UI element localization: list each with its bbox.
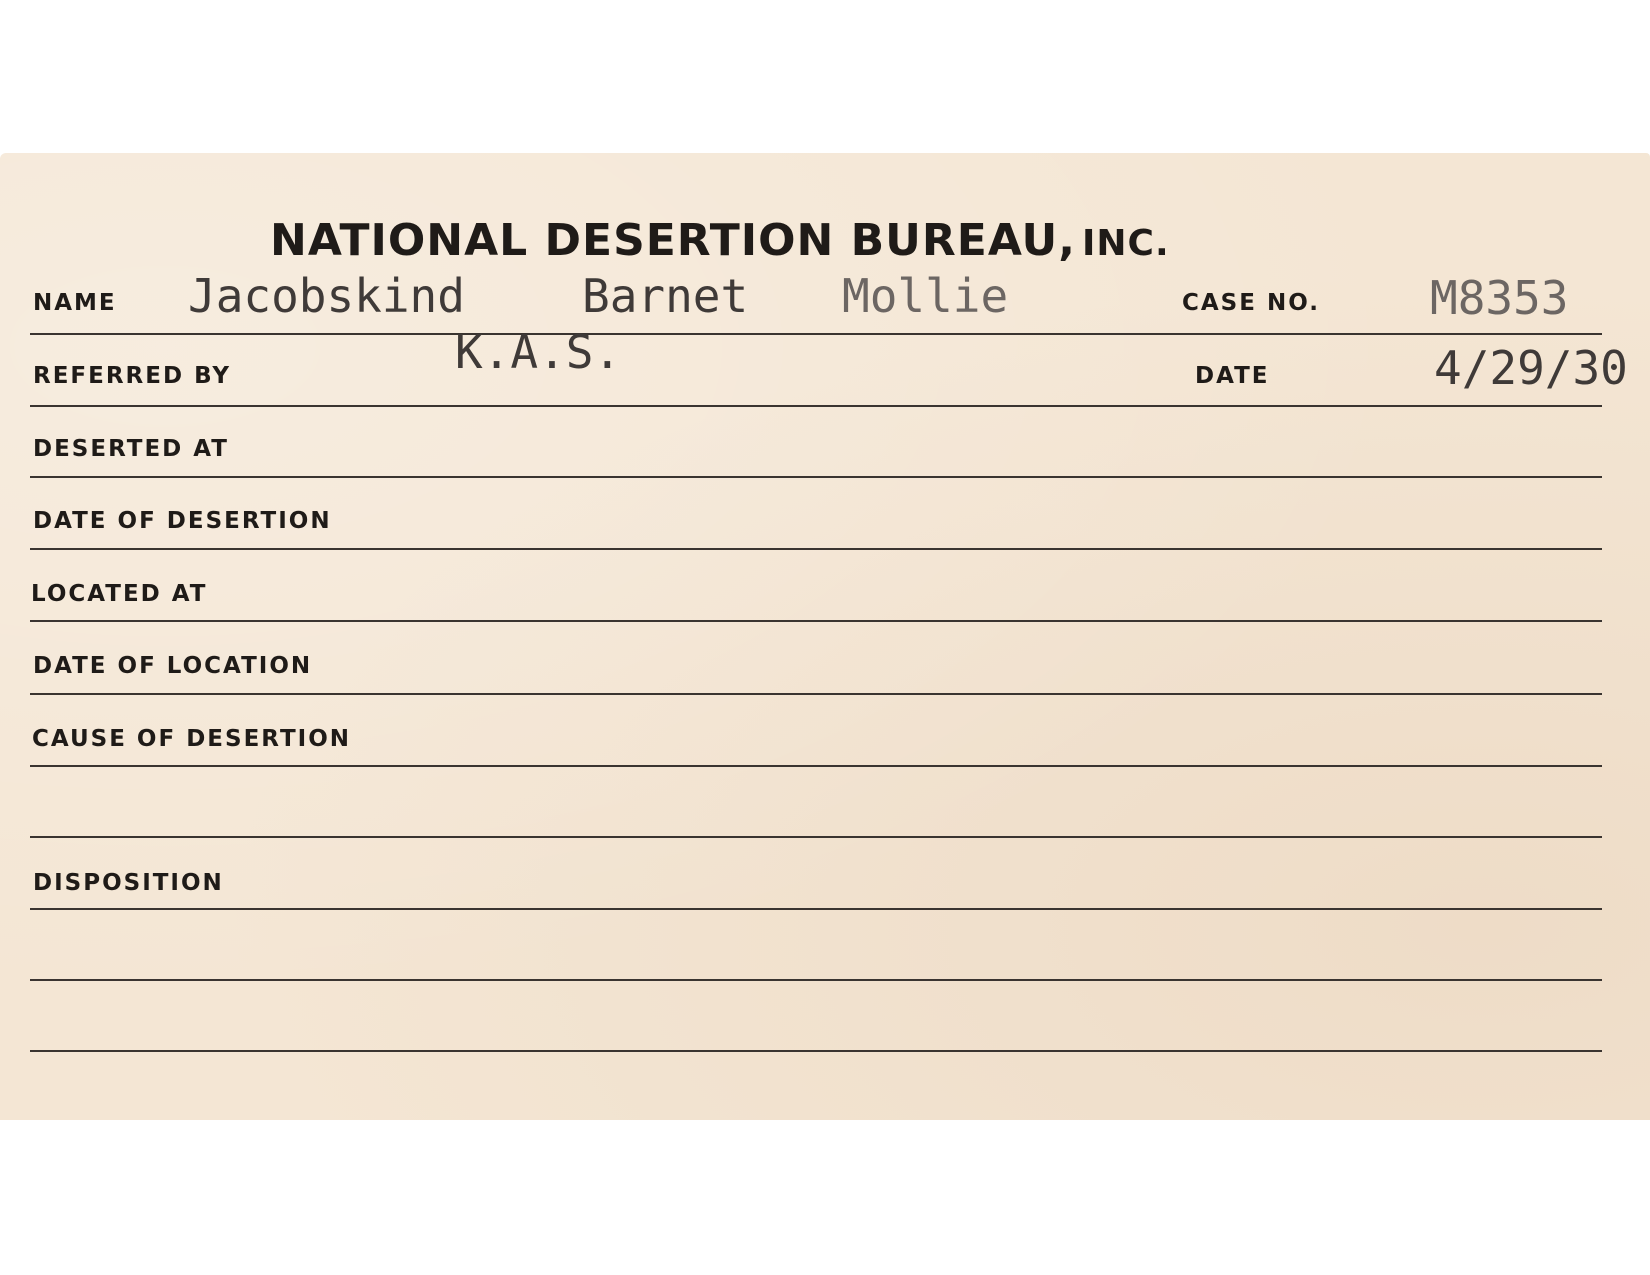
name-first-value: Barnet [582,269,749,323]
cause-of-desertion-line [30,765,1602,767]
referred-by-label: REFERRED BY [33,363,232,389]
bureau-suffix: INC. [1082,223,1170,264]
name-last-value: Jacobskind [188,269,465,323]
date-value: 4/29/30 [1434,341,1628,395]
index-card [0,153,1650,1120]
disposition-line [30,908,1602,910]
disposition-label: DISPOSITION [33,870,224,896]
cause-of-desertion-line-2 [30,836,1602,838]
cause-of-desertion-label: CAUSE OF DESERTION [32,726,352,752]
disposition-line-2 [30,979,1602,981]
referred-by-value: K.A.S. [455,325,622,379]
date-of-desertion-line [30,548,1602,550]
case-no-label: CASE NO. [1182,290,1320,316]
referred-by-line [30,405,1602,407]
name-line [30,333,1602,335]
case-no-value: M8353 [1430,271,1569,325]
date-label: DATE [1195,363,1270,389]
name-label: NAME [33,290,117,316]
name-spouse-value: Mollie [842,269,1009,323]
date-of-location-line [30,693,1602,695]
located-at-line [30,620,1602,622]
card-title [270,215,1170,266]
deserted-at-line [30,476,1602,478]
disposition-line-3 [30,1050,1602,1052]
date-of-location-label: DATE OF LOCATION [33,653,313,679]
bureau-name: NATIONAL DESERTION BUREAU, [270,215,1076,266]
located-at-label: LOCATED AT [31,581,208,607]
deserted-at-label: DESERTED AT [33,436,229,462]
date-of-desertion-label: DATE OF DESERTION [33,508,332,534]
